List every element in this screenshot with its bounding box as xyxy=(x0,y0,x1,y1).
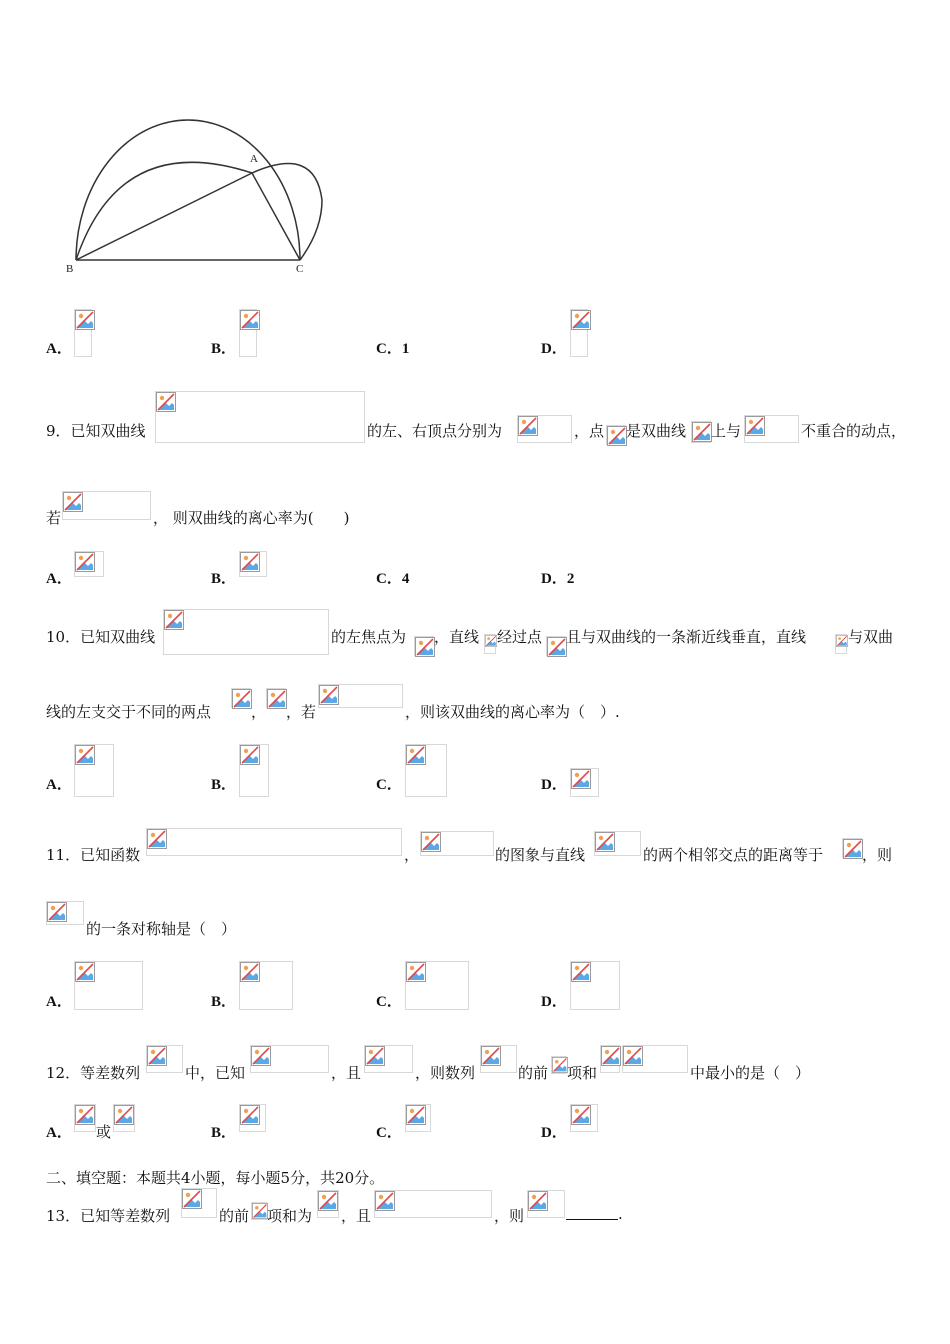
q9-text-2: 的左、右顶点分别为 xyxy=(367,422,503,440)
q12-sn-range-image xyxy=(622,1045,688,1073)
large-semicircle xyxy=(76,120,300,260)
q13-text-2: 的前 xyxy=(219,1207,250,1225)
q10-point-b-image xyxy=(266,688,286,708)
q13-text-4: ，且 xyxy=(341,1207,372,1225)
q12-option-d: D． xyxy=(541,1125,567,1141)
q10-text-9: ，若 xyxy=(286,703,317,721)
q11-function-name-image xyxy=(46,901,84,925)
q13-condition-image xyxy=(374,1190,492,1218)
q10-option-d: D． xyxy=(541,777,567,793)
q11-text-6: 的一条对称轴是（ ） xyxy=(86,920,237,938)
q11-text-4: 的两个相邻交点的距离等于 xyxy=(643,846,824,864)
q11-text-2: ， xyxy=(404,846,420,864)
broken-image-icon xyxy=(692,422,712,442)
label-a: A xyxy=(250,153,258,165)
q9-hyperbola-equation-image xyxy=(155,391,365,443)
broken-image-icon xyxy=(232,689,252,709)
q11-option-a: A． xyxy=(46,994,72,1010)
q9-curve-image xyxy=(691,421,711,443)
q9-option-a: A． xyxy=(46,571,72,587)
q8-option-d: D． xyxy=(541,341,567,357)
q9-option-b-image xyxy=(239,551,267,577)
q10-condition-image xyxy=(318,684,403,708)
broken-image-icon xyxy=(319,685,339,705)
broken-image-icon xyxy=(595,832,615,852)
q12-option-a-or: 或 xyxy=(96,1123,112,1141)
q11-text-1: 11．已知函数 xyxy=(46,846,141,864)
broken-image-icon xyxy=(164,610,184,630)
q9-option-b: B． xyxy=(211,571,237,587)
broken-image-icon xyxy=(251,1046,271,1066)
q12-option-b-image xyxy=(239,1104,266,1132)
small-arc-ac xyxy=(252,164,322,260)
q8-option-b-image xyxy=(239,309,257,357)
q12-option-b: B． xyxy=(211,1125,237,1141)
q13-text-1: 13．已知等差数列 xyxy=(46,1207,171,1225)
q11-option-d: D． xyxy=(541,994,567,1010)
q13-sequence-image xyxy=(181,1188,217,1218)
q9-option-c: C．4 xyxy=(376,571,410,587)
broken-image-icon xyxy=(552,1057,568,1073)
segment-ab xyxy=(76,173,252,260)
q10-text-4: 经过点 xyxy=(497,628,543,646)
broken-image-icon xyxy=(571,769,591,789)
q12-sequence-image xyxy=(146,1045,183,1073)
q10-option-b: B． xyxy=(211,777,237,793)
q9-text-6: 不重合的动点， xyxy=(801,422,907,440)
q10-option-c-image xyxy=(405,744,447,797)
broken-image-icon xyxy=(607,426,627,446)
broken-image-icon xyxy=(75,1105,95,1125)
q13-sn-image xyxy=(317,1190,339,1218)
q11-option-d-image xyxy=(570,961,620,1010)
q12-text-5: 的前 xyxy=(518,1064,549,1082)
broken-image-icon xyxy=(240,745,260,765)
q12-option-c-image xyxy=(405,1104,431,1132)
q10-option-b-image xyxy=(239,744,269,797)
q9-text-7: 若 xyxy=(46,509,62,527)
q10-option-a: A． xyxy=(46,777,72,793)
q8-option-a: A． xyxy=(46,341,72,357)
broken-image-icon xyxy=(267,689,287,709)
q9-points-image xyxy=(744,415,799,443)
q13-target-image xyxy=(527,1190,565,1218)
q10-option-c: C． xyxy=(376,777,402,793)
q8-option-a-image xyxy=(74,309,92,357)
broken-image-icon xyxy=(75,962,95,982)
q13-text-3: 项和为 xyxy=(267,1207,313,1225)
broken-image-icon xyxy=(75,310,95,330)
q11-option-b: B． xyxy=(211,994,237,1010)
q13-text-5: ，则 xyxy=(494,1207,525,1225)
broken-image-icon xyxy=(518,416,538,436)
q8-option-d-image xyxy=(570,309,588,357)
q10-focus-image xyxy=(414,636,434,656)
broken-image-icon xyxy=(365,1046,385,1066)
q12-option-a: A． xyxy=(46,1125,72,1141)
broken-image-icon xyxy=(252,1203,268,1219)
label-b: B xyxy=(66,263,74,275)
q10-text-5: 且与双曲线的一条渐近线垂直，直线 xyxy=(566,628,807,646)
broken-image-icon xyxy=(623,1046,643,1066)
q11-option-a-image xyxy=(74,961,143,1010)
q11-text-3: 的图象与直线 xyxy=(495,846,586,864)
q12-sequence2-image xyxy=(480,1045,517,1073)
q11-option-b-image xyxy=(239,961,293,1010)
q10-option-d-image xyxy=(570,768,599,797)
q11-line-image xyxy=(594,831,641,856)
q9-option-c-value: 4 xyxy=(401,571,410,587)
broken-image-icon xyxy=(240,962,260,982)
broken-image-icon xyxy=(843,839,863,859)
broken-image-icon xyxy=(406,962,426,982)
label-c: C xyxy=(296,263,304,275)
q9-condition-image xyxy=(62,491,151,520)
q12-sn-image xyxy=(600,1045,620,1073)
q12-option-c: C． xyxy=(376,1125,402,1141)
q13-answer-blank[interactable] xyxy=(566,1205,618,1224)
q11-text-5: ，则 xyxy=(862,846,893,864)
broken-image-icon xyxy=(745,416,765,436)
broken-image-icon xyxy=(318,1191,338,1211)
q10-text-8: ， xyxy=(251,703,267,721)
q11-distance-image xyxy=(842,838,862,858)
broken-image-icon xyxy=(406,1105,426,1125)
q10-point-a-image xyxy=(231,688,251,708)
q10-text-2: 的左焦点为 xyxy=(331,628,407,646)
q9-text-3: ，点 xyxy=(574,422,605,440)
q11-option-c: C． xyxy=(376,994,402,1010)
q9-option-d: D．2 xyxy=(541,571,575,587)
q10-hyperbola-equation-image xyxy=(163,609,329,655)
q11-graph-image xyxy=(420,831,494,856)
q12-text-7: 中最小的是（ ） xyxy=(690,1064,811,1082)
broken-image-icon xyxy=(571,962,591,982)
broken-image-icon xyxy=(601,1046,621,1066)
q12-text-3: ，且 xyxy=(331,1064,362,1082)
q12-option-d-image xyxy=(570,1104,598,1132)
q12-text-2: 中，已知 xyxy=(185,1064,246,1082)
q10-text-3: ，直线 xyxy=(434,628,480,646)
q12-n-image xyxy=(551,1056,567,1074)
broken-image-icon xyxy=(836,635,848,647)
broken-image-icon xyxy=(156,392,176,412)
q9-option-d-value: 2 xyxy=(566,571,575,587)
q10-line-l2-image xyxy=(835,634,847,654)
broken-image-icon xyxy=(75,745,95,765)
q13-text-6: . xyxy=(618,1205,623,1223)
broken-image-icon xyxy=(240,310,260,330)
broken-image-icon xyxy=(114,1105,134,1125)
q9-option-a-image xyxy=(74,551,104,577)
q12-text-4: ，则数列 xyxy=(415,1064,476,1082)
q11-option-c-image xyxy=(405,961,469,1010)
broken-image-icon xyxy=(421,832,441,852)
section-title: 二、填空题：本题共4小题，每小题5分，共20分。 xyxy=(46,1169,385,1187)
broken-image-icon xyxy=(182,1189,202,1209)
q12-text-1: 12．等差数列 xyxy=(46,1064,141,1082)
broken-image-icon xyxy=(240,552,260,572)
broken-image-icon xyxy=(75,552,95,572)
broken-image-icon xyxy=(528,1191,548,1211)
q12-given-image xyxy=(250,1045,329,1073)
broken-image-icon xyxy=(147,1046,167,1066)
q10-text-6: 与双曲 xyxy=(848,628,894,646)
broken-image-icon xyxy=(406,745,426,765)
broken-image-icon xyxy=(47,902,67,922)
broken-image-icon xyxy=(375,1191,395,1211)
broken-image-icon xyxy=(240,1105,260,1125)
broken-image-icon xyxy=(485,635,497,647)
q10-text-1: 10．已知双曲线 xyxy=(46,628,156,646)
q10-option-a-image xyxy=(74,744,114,797)
q10-line-l-image xyxy=(484,634,496,654)
q8-option-b: B． xyxy=(211,341,237,357)
q12-option-a-image-1 xyxy=(74,1104,96,1132)
q9-text-8: ， 则双曲线的离心率为( ) xyxy=(153,509,350,527)
q9-text-4: 是双曲线 xyxy=(626,422,687,440)
q12-option-a-image-2 xyxy=(113,1104,135,1132)
broken-image-icon xyxy=(571,1105,591,1125)
broken-image-icon xyxy=(415,637,435,657)
geometry-figure xyxy=(60,110,340,280)
q12-text-6: 项和 xyxy=(567,1064,598,1082)
q10-point-f-image xyxy=(546,636,566,656)
inner-arc-ba xyxy=(76,162,252,260)
broken-image-icon xyxy=(571,310,591,330)
q12-condition-image xyxy=(364,1045,413,1073)
broken-image-icon xyxy=(147,829,167,849)
q10-text-10: ，则该双曲线的离心率为（ ）. xyxy=(405,703,620,721)
q9-point-image xyxy=(606,425,626,445)
q9-text-5: 上与 xyxy=(711,422,742,440)
q8-option-c-value: 1 xyxy=(401,341,410,357)
q10-text-7: 线的左支交于不同的两点 xyxy=(46,703,212,721)
q11-function-image xyxy=(146,828,402,856)
q13-n-image xyxy=(251,1202,267,1220)
broken-image-icon xyxy=(547,637,567,657)
q9-text-1: 9．已知双曲线 xyxy=(46,422,146,440)
segment-ac xyxy=(252,173,300,260)
q9-vertices-image xyxy=(517,415,572,443)
broken-image-icon xyxy=(63,492,83,512)
broken-image-icon xyxy=(481,1046,501,1066)
q8-option-c: C．1 xyxy=(376,341,410,357)
